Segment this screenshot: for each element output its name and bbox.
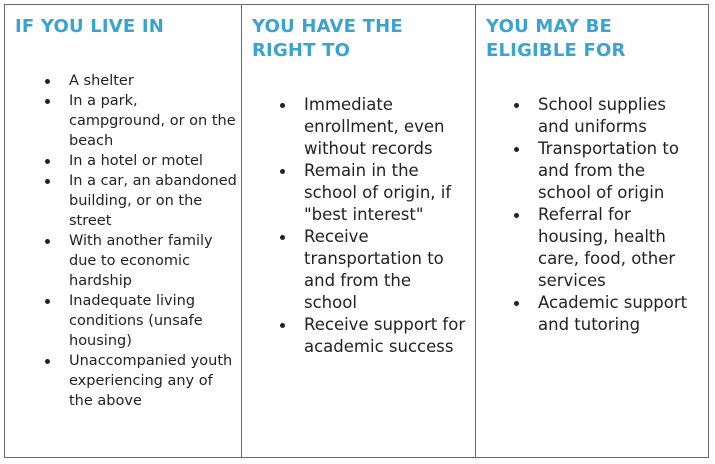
list-item: In a car, an abandoned building, or on the street (69, 173, 237, 229)
column-heading: YOU MAY BE ELIGIBLE FOR (486, 16, 626, 61)
list-item: Immediate enrollment, even without records (304, 94, 469, 160)
list-item: Academic support and tutoring (538, 292, 702, 336)
list-item: With another family due to economic hardship (69, 231, 237, 291)
list-item: In a park, campground, or on the beach (69, 93, 236, 149)
living-situations-list (69, 71, 237, 411)
list-item: A shelter (69, 71, 237, 91)
eligibility-list (538, 94, 702, 336)
list-item: Unaccompanied youth experiencing any of the above (69, 351, 237, 411)
list-item: Referral for housing, health care, food, other services (538, 204, 702, 292)
rights-list (304, 94, 469, 358)
list-item: Remain in the school of origin, if "best interest" (304, 160, 469, 226)
column-eligible-for (475, 5, 708, 457)
column-if-you-live-in (5, 5, 241, 457)
list-item: In a hotel or motel (69, 151, 237, 171)
list-item: Transportation to and from the school of origin (538, 138, 702, 204)
list-item: Inadequate living conditions (unsafe housing) (69, 291, 237, 351)
column-heading: YOU HAVE THE RIGHT TO (252, 16, 403, 61)
list-item: School supplies and uniforms (538, 94, 702, 138)
column-right-to (241, 5, 475, 457)
list-item: Receive transportation to and from the school (304, 226, 469, 314)
column-heading: IF YOU LIVE IN (15, 16, 165, 37)
rights-table (4, 4, 709, 458)
list-item: Receive support for academic success (304, 314, 469, 358)
